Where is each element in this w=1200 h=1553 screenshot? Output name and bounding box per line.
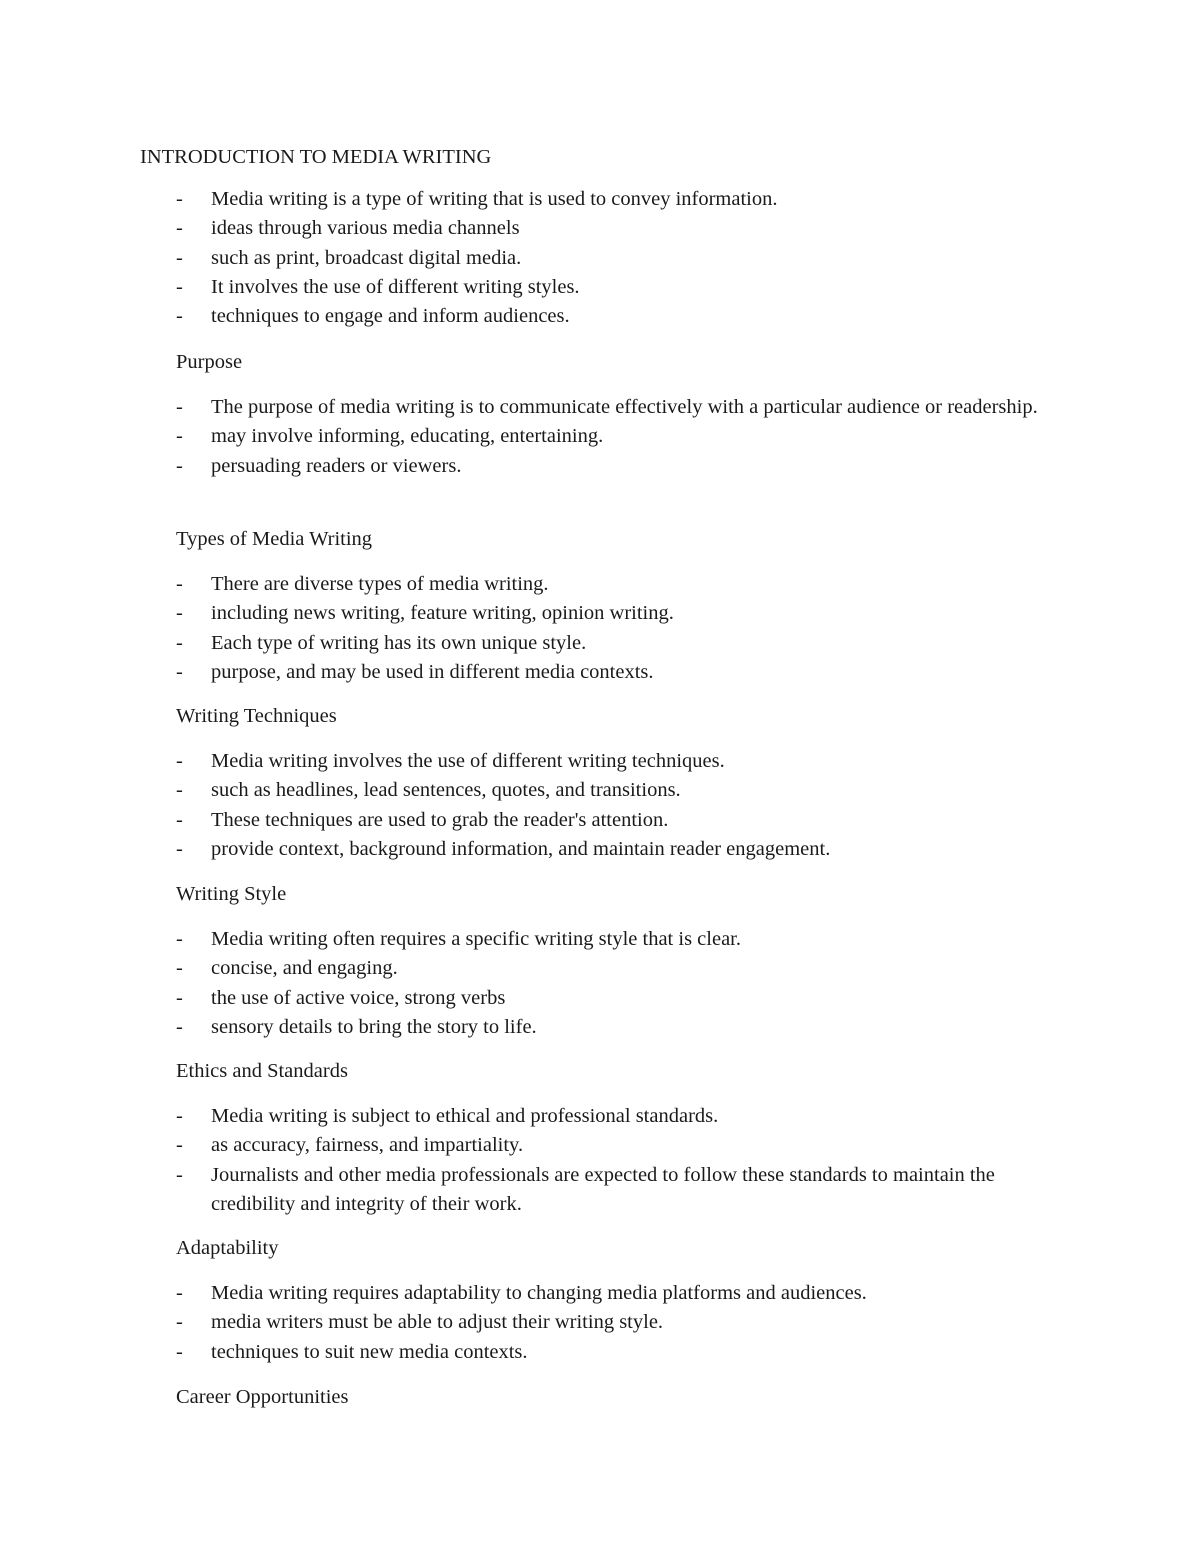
bullet-text: Media writing often requires a specific writing style that is clear. xyxy=(211,928,741,950)
bullet-dash: - xyxy=(176,660,183,683)
bullet-text: techniques to suit new media contexts. xyxy=(211,1340,528,1363)
bullet-text: the use of active voice, strong verbs xyxy=(211,986,506,1009)
bullet-dash: - xyxy=(176,246,183,269)
types-bullet-item xyxy=(176,570,1081,599)
bullet-dash: - xyxy=(176,1282,183,1304)
bullet-text: sensory details to bring the story to life. xyxy=(211,1015,537,1038)
style-heading: Writing Style xyxy=(176,883,287,905)
techniques-bullet-item xyxy=(176,776,1081,805)
techniques-section xyxy=(176,702,1076,864)
bullet-dash: - xyxy=(176,779,183,802)
ethics-heading: Ethics and Standards xyxy=(176,1060,348,1082)
bullet-text: media writers must be able to adjust their writing style. xyxy=(211,1311,664,1334)
bullet-text: including news writing, feature writing, opinion writing. xyxy=(211,602,674,625)
ethics-bullet-item xyxy=(176,1161,1081,1220)
style-bullet-item xyxy=(176,1013,1081,1042)
bullet-dash: - xyxy=(176,305,183,328)
bullet-dash: - xyxy=(176,1015,183,1038)
bullet-dash: - xyxy=(176,957,183,980)
bullet-dash: - xyxy=(176,188,183,210)
bullet-dash: - xyxy=(176,1134,183,1157)
bullet-dash: - xyxy=(176,1163,183,1186)
bullet-dash: - xyxy=(176,1340,183,1363)
bullet-text: provide context, background information, and maintain reader engagement. xyxy=(211,837,831,860)
purpose-bullet-item xyxy=(176,422,1081,451)
purpose-bullet-item xyxy=(176,452,1081,481)
intro-bullet-item xyxy=(176,273,1081,302)
purpose-heading: Purpose xyxy=(176,351,243,373)
intro-bullet-list xyxy=(176,185,1076,331)
intro-bullet-item xyxy=(176,244,1081,273)
bullet-text: as accuracy, fairness, and impartiality. xyxy=(211,1134,524,1157)
bullet-dash: - xyxy=(176,750,183,772)
bullet-dash: - xyxy=(176,275,183,298)
techniques-bullet-item xyxy=(176,747,1081,776)
bullet-text: There are diverse types of media writing. xyxy=(211,573,549,595)
bullet-dash: - xyxy=(176,217,183,240)
techniques-bullet-item xyxy=(176,806,1081,835)
bullet-text: Media writing is subject to ethical and professional standards. xyxy=(211,1105,719,1127)
intro-bullet-item xyxy=(176,214,1081,243)
career-section xyxy=(176,1383,1076,1412)
bullet-text: persuading readers or viewers. xyxy=(211,454,462,477)
bullet-dash: - xyxy=(176,425,183,448)
bullet-dash: - xyxy=(176,396,183,418)
bullet-text: ideas through various media channels xyxy=(211,217,520,240)
adaptability-section xyxy=(176,1234,1076,1367)
style-bullet-item xyxy=(176,925,1081,954)
intro-section xyxy=(176,185,1076,331)
adaptability-heading: Adaptability xyxy=(176,1237,279,1259)
ethics-bullet-list xyxy=(176,1102,1076,1219)
document-title: INTRODUCTION TO MEDIA WRITING xyxy=(140,146,492,168)
bullet-dash: - xyxy=(176,837,183,860)
intro-bullet-item xyxy=(176,185,1081,214)
types-bullet-item xyxy=(176,599,1081,628)
bullet-text: such as headlines, lead sentences, quotes, and transitions. xyxy=(211,779,681,802)
career-heading: Career Opportunities xyxy=(176,1386,349,1408)
bullet-text: concise, and engaging. xyxy=(211,957,398,980)
style-bullet-item xyxy=(176,984,1081,1013)
bullet-text: Media writing involves the use of different writing techniques. xyxy=(211,750,725,772)
ethics-bullet-item xyxy=(176,1131,1081,1160)
types-bullet-item xyxy=(176,629,1081,658)
bullet-text: Each type of writing has its own unique style. xyxy=(211,631,587,654)
bullet-text: Media writing requires adaptability to changing media platforms and audiences. xyxy=(211,1282,867,1304)
bullet-text: Journalists and other media professionals are expected to follow these standards to maintain the credibility and integrity of their work. xyxy=(211,1163,995,1215)
purpose-bullet-list xyxy=(176,393,1076,481)
bullet-text: purpose, and may be used in different media contexts. xyxy=(211,660,654,683)
purpose-section xyxy=(176,348,1076,481)
types-bullet-item xyxy=(176,658,1081,687)
bullet-dash: - xyxy=(176,808,183,831)
ethics-bullet-item xyxy=(176,1102,1081,1131)
bullet-text: techniques to engage and inform audiences. xyxy=(211,305,570,328)
bullet-dash: - xyxy=(176,602,183,625)
bullet-dash: - xyxy=(176,454,183,477)
techniques-bullet-list xyxy=(176,747,1076,864)
types-bullet-list xyxy=(176,570,1076,687)
types-section xyxy=(176,525,1076,687)
types-heading: Types of Media Writing xyxy=(176,528,373,550)
style-section xyxy=(176,880,1076,1042)
bullet-dash: - xyxy=(176,1105,183,1127)
ethics-section xyxy=(176,1057,1076,1219)
style-bullet-item xyxy=(176,954,1081,983)
purpose-bullet-item xyxy=(176,393,1081,422)
bullet-dash: - xyxy=(176,986,183,1009)
adaptability-bullet-item xyxy=(176,1279,1081,1308)
techniques-bullet-item xyxy=(176,835,1081,864)
adaptability-bullet-item xyxy=(176,1308,1081,1337)
intro-bullet-item xyxy=(176,302,1081,331)
bullet-dash: - xyxy=(176,1311,183,1334)
techniques-heading: Writing Techniques xyxy=(176,705,337,727)
bullet-text: such as print, broadcast digital media. xyxy=(211,246,522,269)
adaptability-bullet-item xyxy=(176,1338,1081,1367)
adaptability-bullet-list xyxy=(176,1279,1076,1367)
bullet-dash: - xyxy=(176,928,183,950)
bullet-text: The purpose of media writing is to communicate effectively with a particular audience or readership. xyxy=(211,396,1038,418)
style-bullet-list xyxy=(176,925,1076,1042)
bullet-dash: - xyxy=(176,573,183,595)
bullet-text: may involve informing, educating, entertaining. xyxy=(211,425,604,448)
bullet-text: These techniques are used to grab the reader's attention. xyxy=(211,808,669,831)
bullet-dash: - xyxy=(176,631,183,654)
bullet-text: Media writing is a type of writing that is used to convey information. xyxy=(211,188,778,210)
bullet-text: It involves the use of different writing styles. xyxy=(211,275,580,298)
